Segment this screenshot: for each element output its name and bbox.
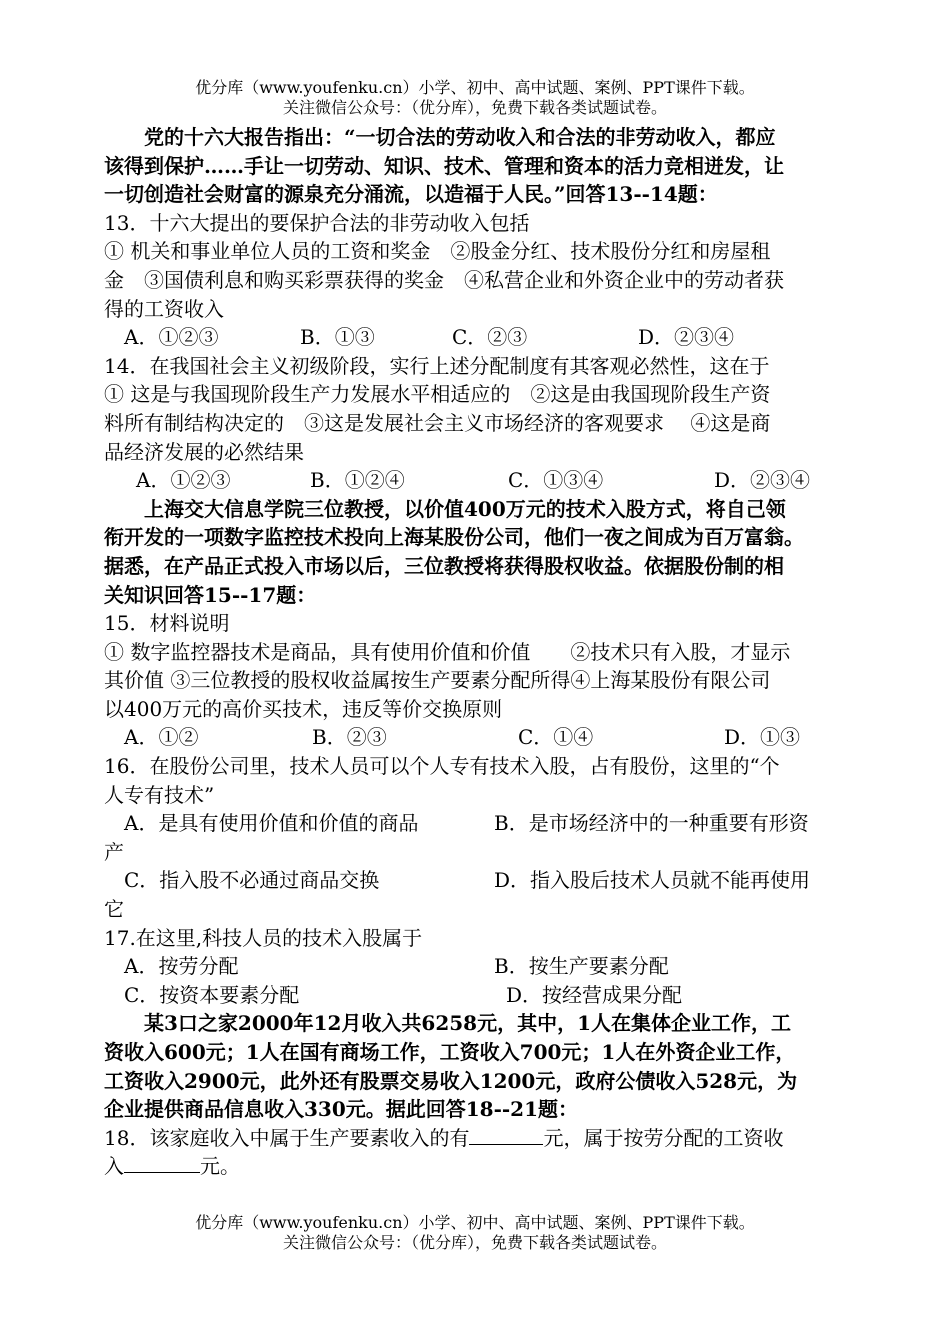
material-3-line: 企业提供商品信息收入330元。据此回答18--21题： bbox=[104, 1097, 579, 1122]
option-c: C．①④ bbox=[518, 725, 594, 750]
option-a: A．①②③ bbox=[136, 468, 231, 493]
material-3-line: 资收入600元；1人在国有商场工作，工资收入700元；1人在外资企业工作， bbox=[104, 1040, 796, 1064]
question-15-line: ① 数字监控器技术是商品，具有使用价值和价值 ②技术只有入股，才显示 bbox=[104, 639, 791, 664]
question-14-line: 料所有制结构决定的 ③这是发展社会主义市场经济的客观要求 ④这是商 bbox=[104, 410, 771, 435]
question-14-stem: 14．在我国社会主义初级阶段，实行上述分配制度有其客观必然性，这在于 bbox=[104, 353, 770, 378]
question-15 bbox=[104, 609, 864, 752]
option-d: D．②③④ bbox=[638, 325, 735, 350]
question-18-text: 元。 bbox=[200, 1154, 240, 1179]
question-13-line: 金 ③国债利息和购买彩票获得的奖金 ④私营企业和外资企业中的劳动者获 bbox=[104, 267, 784, 292]
question-13 bbox=[104, 209, 864, 352]
question-14-line: 品经济发展的必然结果 bbox=[104, 439, 304, 464]
question-16-options-cd bbox=[104, 866, 864, 895]
material-3-line: 某3口之家2000年12月收入共6258元，其中，1人在集体企业工作，工 bbox=[144, 1011, 791, 1036]
question-13-options bbox=[104, 323, 864, 352]
material-1-line: 一切创造社会财富的源泉充分涌流，以造福于人民。”回答13--14题： bbox=[104, 182, 718, 207]
option-d-continued: 它 bbox=[104, 897, 124, 922]
question-13-line: ① 机关和事业单位人员的工资和奖金 ②股金分红、技术股份分红和房屋租 bbox=[104, 239, 771, 264]
question-18-text: 18．该家庭收入中属于生产要素收入的有 bbox=[104, 1125, 470, 1150]
question-18-text: 入 bbox=[104, 1154, 124, 1179]
option-c: C．按资本要素分配 bbox=[124, 982, 300, 1007]
question-15-line: 其价值 ③三位教授的股权收益属按生产要素分配所得④上海某股份有限公司 bbox=[104, 668, 771, 693]
question-13-stem: 13．十六大提出的要保护合法的非劳动收入包括 bbox=[104, 210, 530, 235]
option-d: D．①③ bbox=[724, 725, 801, 750]
question-16-options-ab bbox=[104, 809, 864, 838]
option-a: A．是具有使用价值和价值的商品 bbox=[124, 811, 419, 836]
question-17 bbox=[104, 924, 864, 1010]
question-15-stem: 15．材料说明 bbox=[104, 611, 230, 636]
question-18-line bbox=[104, 1124, 864, 1153]
question-17-options-ab bbox=[104, 952, 864, 981]
page-content bbox=[104, 123, 864, 1181]
question-13-line: 得的工资收入 bbox=[104, 296, 224, 321]
option-a: A．①②③ bbox=[124, 325, 219, 350]
material-2-line: 衔开发的一项数字监控技术投向上海某股份公司，他们一夜之间成为百万富翁。 bbox=[104, 525, 804, 550]
page-header bbox=[0, 78, 950, 118]
option-b: B．是市场经济中的一种重要有形资 bbox=[494, 811, 809, 836]
question-15-line: 以400万元的高价买技术，违反等价交换原则 bbox=[104, 696, 503, 721]
answer-blank[interactable] bbox=[124, 1152, 200, 1173]
question-17-options-cd bbox=[104, 981, 864, 1010]
option-b-continued: 产 bbox=[104, 839, 124, 864]
footer-line-2: 关注微信公众号：（优分库），免费下载各类试题试卷。 bbox=[282, 1233, 667, 1252]
question-16-stem: 人专有技术” bbox=[104, 782, 215, 807]
material-1-line: 党的十六大报告指出：“一切合法的劳动收入和合法的非劳动收入，都应 bbox=[144, 125, 776, 149]
question-14-line: ① 这是与我国现阶段生产力发展水平相适应的 ②这是由我国现阶段生产资 bbox=[104, 382, 771, 407]
material-3 bbox=[104, 1009, 864, 1123]
question-18-line bbox=[104, 1152, 864, 1181]
answer-blank[interactable] bbox=[469, 1124, 543, 1145]
material-2 bbox=[104, 495, 864, 609]
material-1-line: 该得到保护……手让一切劳动、知识、技术、管理和资本的活力竞相迸发，让 bbox=[104, 153, 784, 178]
question-14-options bbox=[104, 466, 864, 495]
material-1 bbox=[104, 123, 864, 209]
option-d: D．指入股后技术人员就不能再使用 bbox=[494, 868, 811, 893]
option-a: A．按劳分配 bbox=[124, 954, 239, 979]
footer-line-1: 优分库（www.youfenku.cn）小学、初中、高中试题、案例、PPT课件下载。 bbox=[195, 1213, 755, 1232]
question-16 bbox=[104, 752, 864, 924]
page-footer bbox=[0, 1213, 950, 1253]
header-line-1: 优分库（www.youfenku.cn）小学、初中、高中试题、案例、PPT课件下载。 bbox=[195, 78, 755, 97]
material-2-line: 上海交大信息学院三位教授，以价值400万元的技术入股方式，将自己领 bbox=[144, 496, 786, 521]
option-d: D．按经营成果分配 bbox=[506, 982, 683, 1007]
question-18 bbox=[104, 1124, 864, 1181]
option-c: C．②③ bbox=[452, 325, 528, 350]
option-b: B．②③ bbox=[312, 725, 387, 750]
option-c: C．指入股不必通过商品交换 bbox=[124, 868, 380, 893]
option-d: D．②③④ bbox=[714, 468, 811, 493]
question-15-options bbox=[104, 723, 864, 752]
option-b: B．按生产要素分配 bbox=[494, 954, 669, 979]
question-16-stem: 16．在股份公司里，技术人员可以个人专有技术入股，占有股份，这里的“个 bbox=[104, 754, 780, 779]
question-14 bbox=[104, 352, 864, 495]
material-3-line: 工资收入2900元，此外还有股票交易收入1200元，政府公债收入528元，为 bbox=[104, 1068, 798, 1093]
option-b: B．①②④ bbox=[310, 468, 405, 493]
material-2-line: 关知识回答15--17题： bbox=[104, 582, 317, 607]
question-17-stem: 17.在这里,科技人员的技术入股属于 bbox=[104, 925, 423, 950]
option-a: A．①② bbox=[124, 725, 199, 750]
question-18-text: 元，属于按劳分配的工资收 bbox=[543, 1125, 784, 1150]
option-b: B．①③ bbox=[300, 325, 375, 350]
header-line-2: 关注微信公众号：（优分库），免费下载各类试题试卷。 bbox=[282, 98, 667, 117]
option-c: C．①③④ bbox=[508, 468, 604, 493]
material-2-line: 据悉，在产品正式投入市场以后，三位教授将获得股权收益。依据股份制的相 bbox=[104, 553, 784, 578]
